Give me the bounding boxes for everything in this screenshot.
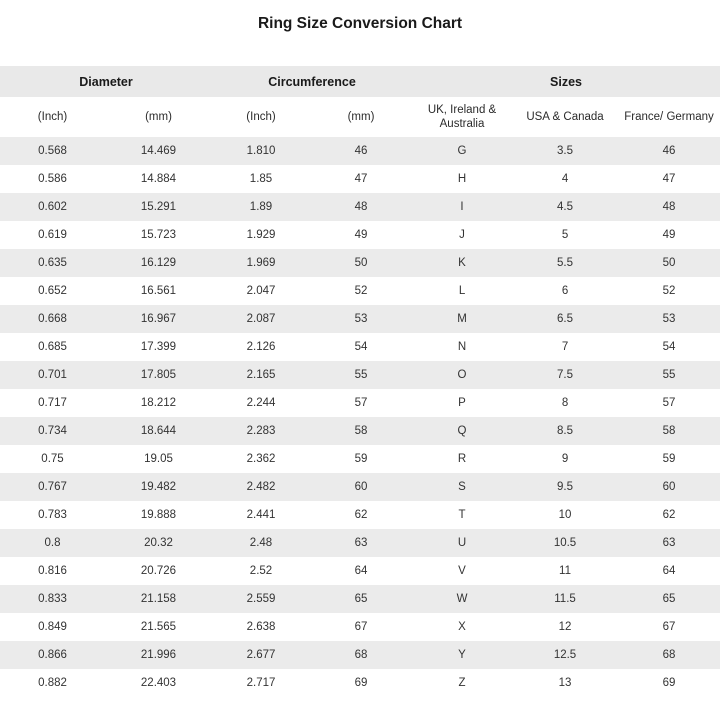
table-cell: 0.668	[38, 313, 67, 325]
table-cell: H	[457, 173, 467, 185]
ring-size-conversion-table	[0, 66, 720, 697]
table-cell: 6	[561, 285, 569, 297]
table-cell: 69	[354, 677, 368, 689]
table-cell: 2.559	[246, 593, 276, 605]
table-cell: 15.723	[140, 229, 177, 241]
table-cell: G	[457, 145, 467, 157]
table-cell: 0.882	[38, 677, 67, 689]
table-cell: 0.849	[38, 621, 67, 633]
table-cell: 2.638	[246, 621, 276, 633]
column-header-diameter-mm: (mm)	[145, 111, 172, 123]
table-cell: 16.967	[140, 313, 177, 325]
table-cell: U	[457, 537, 467, 549]
table-cell: M	[457, 313, 467, 325]
group-header-diameter: Diameter	[79, 74, 133, 89]
table-row	[0, 333, 720, 361]
table-cell: 2.362	[246, 453, 276, 465]
table-cell: 12	[558, 621, 572, 633]
table-cell: 54	[662, 341, 676, 353]
table-row	[0, 137, 720, 165]
table-cell: 49	[662, 229, 676, 241]
table-cell: 18.212	[140, 397, 177, 409]
table-row	[0, 305, 720, 333]
table-cell: 60	[662, 481, 676, 493]
table-cell: 48	[662, 201, 676, 213]
table-cell: 53	[662, 313, 676, 325]
table-cell: 54	[354, 341, 368, 353]
table-cell: 2.52	[249, 565, 273, 577]
table-cell: 0.833	[38, 593, 67, 605]
table-cell: 67	[354, 621, 368, 633]
table-cell: 10.5	[553, 537, 577, 549]
table-cell: 62	[662, 509, 676, 521]
table-column-header-row	[0, 97, 720, 137]
table-cell: Z	[458, 677, 466, 689]
table-cell: 5.5	[557, 257, 574, 269]
table-cell: 18.644	[140, 425, 177, 437]
table-cell: 0.635	[38, 257, 67, 269]
page-title: Ring Size Conversion Chart	[257, 15, 463, 32]
table-cell: 19.482	[140, 481, 177, 493]
table-cell: 0.816	[38, 565, 67, 577]
table-cell: 0.717	[38, 397, 67, 409]
table-cell: 14.884	[140, 173, 177, 185]
table-cell: 69	[662, 677, 676, 689]
table-cell: 0.767	[38, 481, 67, 493]
table-cell: 65	[662, 593, 676, 605]
table-cell: 2.717	[246, 677, 276, 689]
table-cell: 0.783	[38, 509, 67, 521]
table-row	[0, 613, 720, 641]
table-cell: 2.441	[246, 509, 276, 521]
table-cell: 50	[354, 257, 368, 269]
table-cell: 63	[354, 537, 368, 549]
table-cell: 3.5	[557, 145, 574, 157]
table-cell: 21.565	[140, 621, 177, 633]
table-cell: 2.047	[246, 285, 276, 297]
table-cell: 55	[354, 369, 368, 381]
table-cell: 62	[354, 509, 368, 521]
table-cell: 0.75	[41, 453, 64, 465]
table-cell: 1.969	[246, 257, 276, 269]
table-cell: 50	[662, 257, 676, 269]
table-cell: 8.5	[557, 425, 574, 437]
table-cell: 0.652	[38, 285, 67, 297]
table-cell: P	[458, 397, 466, 409]
table-cell: T	[458, 509, 466, 521]
table-cell: 2.087	[246, 313, 276, 325]
table-cell: 64	[354, 565, 368, 577]
table-cell: 1.89	[249, 201, 273, 213]
table-row	[0, 585, 720, 613]
table-cell: 0.568	[38, 145, 67, 157]
table-cell: N	[457, 341, 467, 353]
table-cell: I	[460, 201, 464, 213]
table-cell: 9	[561, 453, 569, 465]
table-cell: 2.126	[246, 341, 276, 353]
table-cell: 49	[354, 229, 368, 241]
table-cell: 9.5	[557, 481, 574, 493]
table-cell: 0.8	[44, 537, 61, 549]
table-cell: 2.48	[249, 537, 273, 549]
table-cell: 55	[662, 369, 676, 381]
table-cell: 2.677	[246, 649, 276, 661]
table-cell: 14.469	[140, 145, 177, 157]
table-cell: 20.32	[144, 537, 173, 549]
table-row	[0, 221, 720, 249]
table-cell: O	[457, 369, 467, 381]
table-cell: 52	[354, 285, 368, 297]
table-cell: 15.291	[140, 201, 177, 213]
table-cell: X	[458, 621, 466, 633]
table-cell: 11.5	[554, 593, 576, 605]
column-header-uk-ireland-australia: UK, Ireland & Australia	[427, 104, 497, 130]
table-cell: 52	[662, 285, 676, 297]
table-cell: 7	[561, 341, 569, 353]
column-header-france-germany: France/ Germany	[624, 111, 714, 123]
table-row	[0, 193, 720, 221]
table-cell: 59	[662, 453, 676, 465]
table-row	[0, 417, 720, 445]
table-cell: 46	[354, 145, 368, 157]
table-cell: 19.05	[144, 453, 173, 465]
table-cell: 0.619	[38, 229, 67, 241]
table-cell: 2.244	[246, 397, 276, 409]
column-header-circumference-mm: (mm)	[347, 111, 375, 123]
table-cell: Y	[458, 649, 466, 661]
table-row	[0, 249, 720, 277]
table-group-header-row	[0, 66, 720, 97]
table-cell: 68	[354, 649, 368, 661]
table-cell: 16.561	[140, 285, 177, 297]
table-cell: 53	[354, 313, 368, 325]
table-cell: 65	[354, 593, 368, 605]
table-row	[0, 165, 720, 193]
table-cell: 48	[354, 201, 368, 213]
table-cell: 64	[662, 565, 676, 577]
table-cell: 5	[561, 229, 569, 241]
group-header-sizes: Sizes	[550, 74, 582, 89]
table-cell: 4.5	[557, 201, 574, 213]
table-cell: 0.602	[38, 201, 67, 213]
table-cell: W	[456, 593, 468, 605]
table-cell: 58	[662, 425, 676, 437]
table-row	[0, 389, 720, 417]
table-cell: 22.403	[140, 677, 177, 689]
table-cell: 1.810	[246, 145, 276, 157]
table-body	[0, 137, 720, 697]
table-cell: 0.586	[38, 173, 67, 185]
table-cell: 17.805	[140, 369, 177, 381]
table-cell: 17.399	[140, 341, 177, 353]
table-cell: 60	[354, 481, 368, 493]
table-cell: 1.85	[249, 173, 273, 185]
table-row	[0, 501, 720, 529]
table-cell: J	[459, 229, 465, 241]
table-cell: 1.929	[246, 229, 276, 241]
table-cell: Q	[457, 425, 467, 437]
table-cell: 0.701	[38, 369, 67, 381]
table-cell: L	[458, 285, 466, 297]
table-row	[0, 445, 720, 473]
column-header-usa-canada: USA & Canada	[526, 111, 604, 123]
table-cell: S	[458, 481, 466, 493]
table-cell: 57	[354, 397, 368, 409]
table-cell: 59	[354, 453, 368, 465]
table-cell: 16.129	[140, 257, 177, 269]
table-cell: 63	[662, 537, 676, 549]
column-header-diameter-inch: (Inch)	[37, 111, 68, 123]
table-cell: 68	[662, 649, 676, 661]
table-row	[0, 529, 720, 557]
table-cell: 0.734	[38, 425, 67, 437]
table-cell: 7.5	[557, 369, 574, 381]
table-cell: 12.5	[553, 649, 577, 661]
table-cell: 13	[558, 677, 572, 689]
table-row	[0, 473, 720, 501]
table-cell: 6.5	[557, 313, 574, 325]
table-row	[0, 669, 720, 697]
table-cell: 2.482	[246, 481, 276, 493]
table-row	[0, 641, 720, 669]
table-row	[0, 361, 720, 389]
table-cell: 0.685	[38, 341, 67, 353]
table-cell: 58	[354, 425, 368, 437]
table-cell: R	[457, 453, 467, 465]
table-cell: 46	[662, 145, 676, 157]
group-header-circumference: Circumference	[268, 74, 356, 89]
table-cell: 57	[662, 397, 676, 409]
table-cell: V	[458, 565, 466, 577]
table-cell: 21.996	[140, 649, 177, 661]
table-cell: 10	[558, 509, 572, 521]
table-cell: 47	[662, 173, 676, 185]
table-cell: 19.888	[140, 509, 177, 521]
table-cell: 21.158	[140, 593, 177, 605]
table-cell: 2.165	[246, 369, 276, 381]
table-row	[0, 277, 720, 305]
table-cell: 67	[662, 621, 676, 633]
table-cell: 4	[561, 173, 569, 185]
table-cell: 2.283	[246, 425, 276, 437]
table-cell: 47	[354, 173, 368, 185]
table-cell: 20.726	[140, 565, 177, 577]
table-cell: K	[458, 257, 466, 269]
table-row	[0, 557, 720, 585]
table-cell: 11	[559, 565, 571, 577]
column-header-circumference-inch: (Inch)	[246, 111, 276, 123]
table-cell: 8	[561, 397, 569, 409]
table-cell: 0.866	[38, 649, 67, 661]
